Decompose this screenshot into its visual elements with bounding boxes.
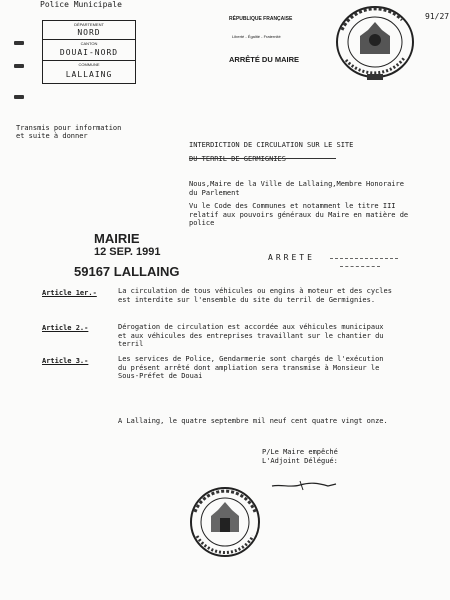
canton-label: CANTON [80, 41, 98, 46]
service-label: Police Municipale [40, 0, 122, 9]
commune-label: COMMUNE [78, 62, 100, 67]
article-label: Article 2.- [42, 324, 89, 332]
article-text: La circulation de tous véhicules ou engins à moteur et des cycles est interdite sur l'ensemble du site du terril de Germignies. [118, 287, 392, 304]
republic-motto: Liberté - Égalité - Fraternité [232, 34, 281, 39]
department-value: NORD [77, 28, 101, 37]
article-label: Article 1er.- [42, 289, 97, 297]
punch-hole-mark [14, 41, 24, 45]
article-text: Les services de Police, Gendarmerie sont chargés de l'exécution du présent arrêté dont ampliation sera transmise à Monsieur le Sous-Préfet de Douai [118, 355, 384, 380]
prefecture-seal-icon [332, 2, 418, 82]
mairie-seal-icon [185, 482, 265, 562]
document-number: 91/27 [425, 12, 450, 21]
punch-hole-mark [14, 64, 24, 68]
article-label: Article 3.- [42, 357, 89, 365]
commune-value: LALLAING [65, 70, 113, 79]
signature-scribble-icon [270, 478, 340, 492]
preamble-mayor: Nous,Maire de la Ville de Lallaing,Membre Honoraire du Parlement [189, 180, 404, 197]
faint-text-mark [340, 266, 380, 267]
arrete-word: ARRETE [268, 253, 315, 262]
arrete-heading: ARRÊTÉ DU MAIRE [229, 55, 300, 64]
document-page: Police Municipale 91/27 DÉPARTEMENT NORD CANTON DOUAI-NORD COMMUNE LALLAING RÉPUBLIQUE FRANÇAISE Liberté - Égalité - Fraternité ARRÊTÉ DU MAIRE Transmis pour information et suite à donner INTERDICTION DE CIRCULATION SUR LE SITE DU TERRIL DE GERMIGNIES Nous,Maire de la Ville de Lallaing,Membre Honoraire du Parlement Vu le Code des Communes et notamment le titre III relatif aux pouvoirs généraux du Maire en matière de police MAIRIE 12 SEP. 1991 59167 LALLAING ARRETE Article 1er.- La circulation de tous véhicules ou engins à moteur et des cycles est interdite sur l'ensemble du site du terril de Germignies. Article 2.- Dérogation de circulation est accordée aux véhicules municipaux et aux véhicules des entreprises travaillant sur le chantier du terril Article 3.- Les services de Police, Gendarmerie sont chargés de l'exécution du présent arrêté dont ampliation sera transmise à Monsieur le Sous-Préfet de Douai A Lallaing, le quatre septembre mil neuf cent quatre vingt onze. P/Le Maire empêché L'Adjoint Délégué: [0, 0, 450, 600]
preamble-vu: Vu le Code des Communes et notamment le titre III relatif aux pouvoirs généraux du Maire en matière de police [189, 202, 409, 227]
republique-heading: RÉPUBLIQUE FRANÇAISE [229, 16, 293, 22]
punch-hole-mark [14, 95, 24, 99]
faint-text-mark [330, 258, 398, 259]
article-text: Dérogation de circulation est accordée aux véhicules municipaux et aux véhicules des entreprises travaillant sur le chantier du terril [118, 323, 384, 348]
department-box [42, 20, 136, 84]
canton-value: DOUAI-NORD [59, 48, 119, 57]
transmis-note: Transmis pour information et suite à donner [16, 124, 122, 140]
subject-heading: INTERDICTION DE CIRCULATION SUR LE SITE DU TERRIL DE GERMIGNIES [189, 141, 354, 163]
signature-block: P/Le Maire empêché L'Adjoint Délégué: [262, 448, 338, 465]
department-label: DÉPARTEMENT [74, 22, 104, 27]
closing-line: A Lallaing, le quatre septembre mil neuf cent quatre vingt onze. [118, 417, 388, 425]
subject-underline [189, 158, 336, 159]
